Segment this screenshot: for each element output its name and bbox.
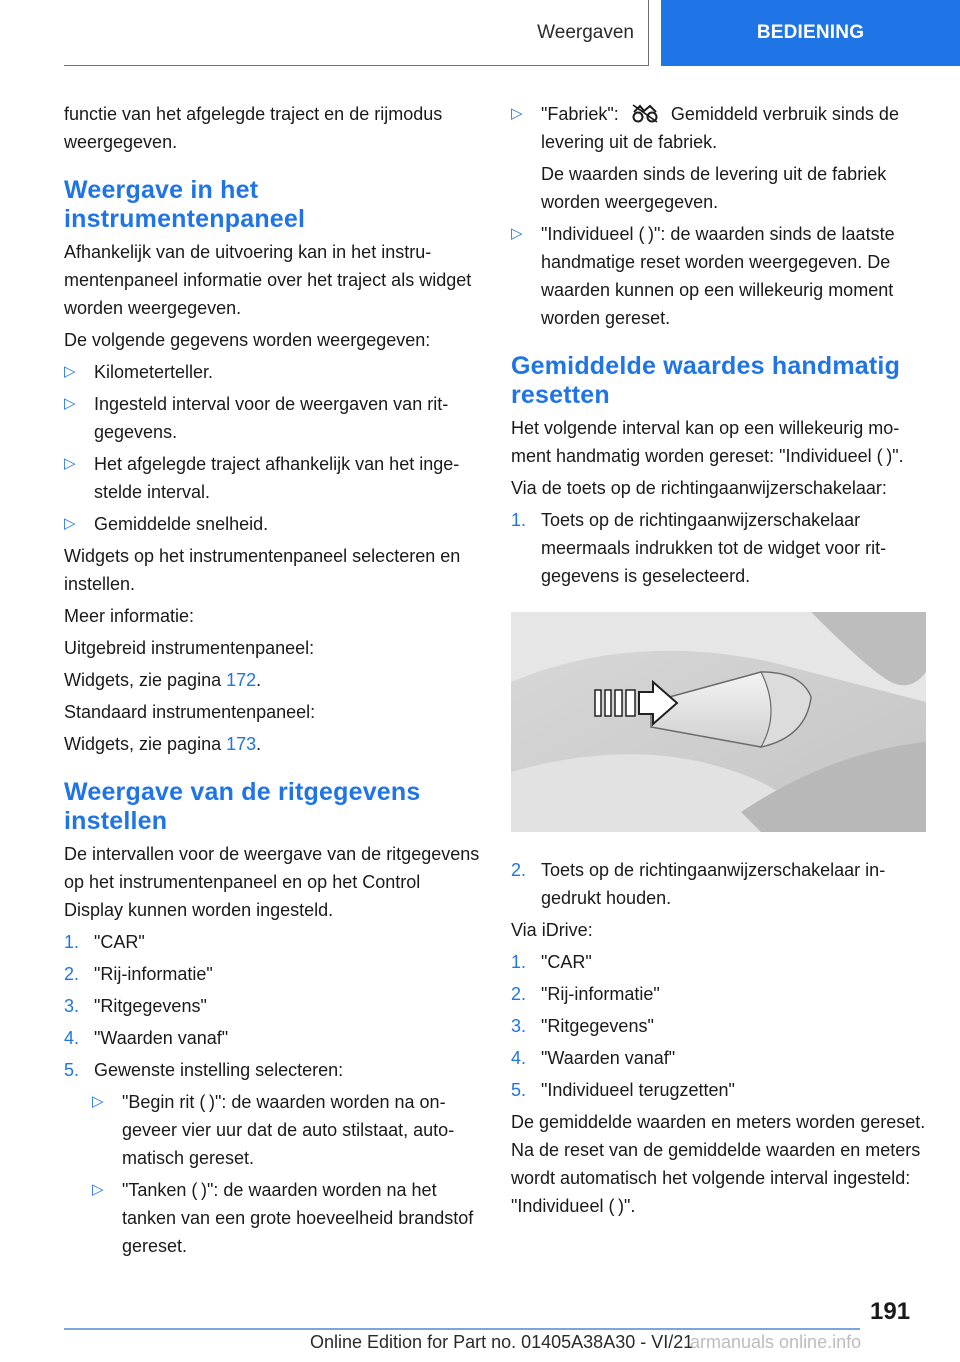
step-item: 3. "Ritgegevens" [64, 996, 207, 1016]
list-item: ▷ "Individueel ( )": de waarden sinds de laatste handmatige reset worden weergegeven. De waarden kunnen op een willekeurig moment worden gereset. [511, 220, 926, 332]
step-item: 4. "Waarden vanaf" [511, 1048, 676, 1068]
paragraph: De waarden sinds de levering uit de fabriek worden weergegeven. [541, 164, 887, 212]
step-item: 2. Toets op de richtingaanwijzerschakelaar ingedrukt houden. [511, 860, 886, 908]
heading-instrument-panel: Weergave in het instrumentenpaneel [64, 176, 306, 233]
paragraph: Standaard instrumentenpaneel: [64, 702, 316, 722]
step-item: 3. "Ritgegevens" [511, 1016, 654, 1036]
paragraph: Via iDrive: [511, 920, 593, 940]
triangle-bullet-icon: ▷ [64, 515, 76, 532]
paragraph: Widgets, zie pagina 173. [64, 734, 262, 754]
page-number: 191 [870, 1298, 911, 1325]
section-title: Weergaven [64, 0, 649, 66]
list-item: ▷ Gemiddelde snelheid. [64, 510, 484, 538]
list-item: ▷ "Fabriek": Gemiddeld verbruik sinds de levering uit de fabriek. [511, 100, 926, 156]
triangle-bullet-icon: ▷ [64, 363, 76, 380]
page-header [64, 0, 960, 66]
edition-info: Online Edition for Part no. 01405A38A30 - VI/21 [310, 1332, 694, 1352]
paragraph: De volgende gegevens worden weergegeven: [64, 330, 431, 350]
paragraph: De intervallen voor de weergave van de ritgegevens op het instrumentenpaneel en op het Control Display kunnen worden ingesteld. [64, 844, 480, 920]
step-item: 4. "Waarden vanaf" [64, 1028, 229, 1048]
step-item: 5. "Individueel terugzetten" [511, 1080, 735, 1100]
left-column [64, 100, 484, 1264]
triangle-bullet-icon: ▷ [511, 225, 523, 242]
sub-list-item: ▷ "Begin rit ( )": de waarden worden na ongeveer vier uur dat de auto stilstaat, automatisch gereset. [64, 1088, 484, 1172]
footer-divider [64, 1328, 860, 1330]
paragraph: Het volgende interval kan op een willekeurig moment handmatig worden gereset: "Individueel ( )". [511, 418, 904, 466]
paragraph: De gemiddelde waarden en meters worden gereset. Na de reset van de gemiddelde waarden en meters wordt automatisch het volgende interval ingesteld: "Individueel ( )". [511, 1112, 926, 1216]
step-item: 1. "CAR" [511, 952, 592, 972]
paragraph: Afhankelijk van de uitvoering kan in het instrumentenpaneel informatie over het traject als widget worden weergegeven. [64, 242, 472, 318]
paragraph: Widgets op het instrumentenpaneel selecteren en instellen. [64, 546, 461, 594]
page-link-172[interactable]: 172 [226, 670, 257, 690]
step-item: 1. Toets op de richtingaanwijzerschakelaar meermaals indrukken tot de widget voor ritgegevens is geselecteerd. [511, 510, 887, 586]
triangle-bullet-icon: ▷ [92, 1093, 104, 1110]
factory-icon [630, 103, 660, 123]
right-column [511, 100, 926, 1224]
step-item: 2. "Rij-informatie" [511, 984, 660, 1004]
triangle-bullet-icon: ▷ [64, 455, 76, 472]
triangle-bullet-icon: ▷ [92, 1181, 104, 1198]
sub-list-item: ▷ "Tanken ( )": de waarden worden na het tanken van een grote hoeveelheid brandstof gereset. [64, 1176, 484, 1260]
watermark: armanuals online.info [690, 1332, 862, 1352]
paragraph: Uitgebreid instrumentenpaneel: [64, 638, 315, 658]
heading-manual-reset: Gemiddelde waardes handmatig resetten [511, 352, 901, 409]
paragraph: Widgets, zie pagina 172. [64, 670, 262, 690]
page-link-173[interactable]: 173 [226, 734, 257, 754]
intro-text: functie van het afgelegde traject en de rijmodus weergegeven. [64, 104, 443, 152]
paragraph: Meer informatie: [64, 606, 195, 626]
list-item: ▷ Kilometerteller. [64, 358, 484, 386]
triangle-bullet-icon: ▷ [511, 105, 523, 122]
step-item: 1. "CAR" [64, 932, 145, 952]
list-item: ▷ Ingesteld interval voor de weergaven van ritgegevens. [64, 390, 484, 446]
heading-trip-data-settings: Weergave van de ritgegevens instellen [64, 778, 421, 835]
paragraph: Via de toets op de richtingaanwijzerschakelaar: [511, 478, 887, 498]
chapter-tab: BEDIENING [661, 0, 960, 66]
step-item: 5. Gewenste instelling selecteren: [64, 1060, 344, 1080]
list-item: ▷ Het afgelegde traject afhankelijk van het ingestelde interval. [64, 450, 484, 506]
step-item: 2. "Rij-informatie" [64, 964, 213, 984]
triangle-bullet-icon: ▷ [64, 395, 76, 412]
turn-signal-stalk-illustration [511, 612, 926, 832]
